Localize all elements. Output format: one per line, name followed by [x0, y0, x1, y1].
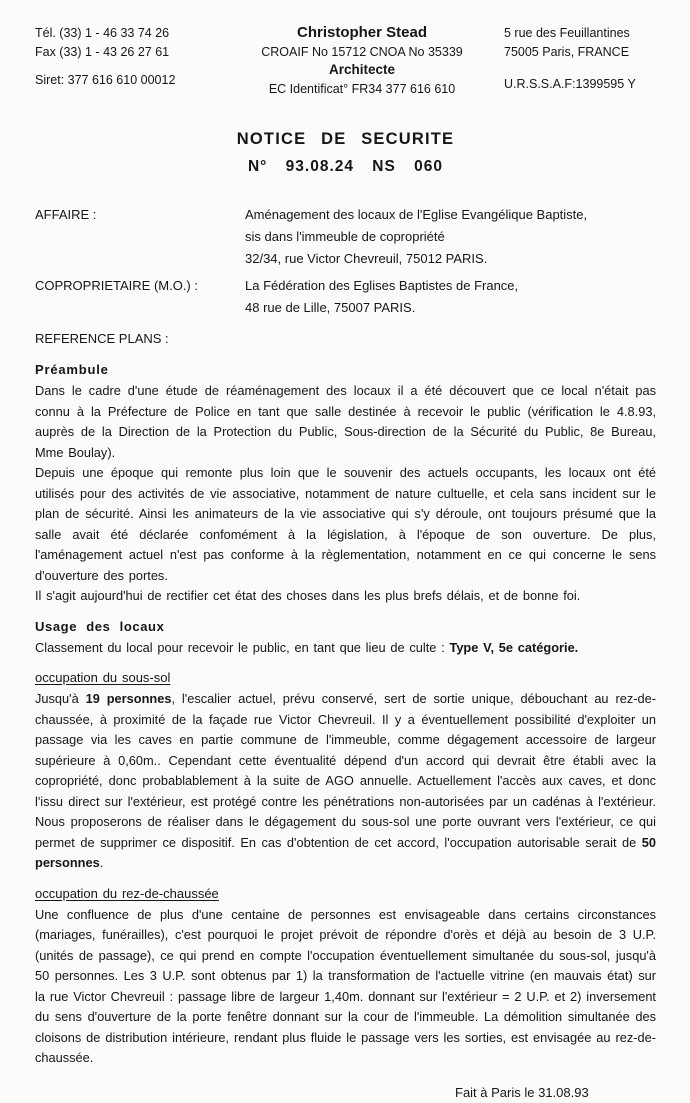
- usage-classement-text: Classement du local pour recevoir le public, en tant que lieu de culte :: [35, 639, 450, 655]
- rez-de-chaussee-paragraph: Une confluence de plus d'une centaine de personnes est envisageable dans certains circonstances (mariages, funérailles), c'est pourquoi le projet prévoit de répondre d'orès et déjà au besoin de 3 U.P. (unités de passage), ce qui prend en compte l'occupation éventuellement simultanée du sous-sol, jusqu'à 50 personnes. Les 3 U.P. sont obtenus par 1) la transformation de l'actuelle vitrine (en mauvais état) sur la rue Victor Chevreuil : passage libre de largeur 1,40m. donnant sur l'extérieur = 2 U.P. et 2) inversement du sens d'ouverture de la porte fenêtre donnant sur la cour de l'immeuble. La démolition simultanée des cloisons de distribution intérieure, rendant plus fluide le passage vers les sorties, est envisagée au rez-de-chaussée.: [35, 906, 656, 1065]
- affaire-label: AFFAIRE :: [35, 207, 97, 222]
- sous-sol-occupancy-19: 19 personnes: [85, 691, 172, 706]
- section-heading-usage: Usage des locaux: [35, 618, 165, 634]
- letterhead-siret: Siret: 377 616 610 00012: [35, 73, 176, 87]
- preambule-paragraph-3: Il s'agit aujourd'hui de rectifier cet état des choses dans les plus brefs délais, et de bonne foi.: [35, 588, 581, 603]
- section-heading-sous-sol: occupation du sous-sol: [35, 670, 171, 685]
- letterhead-address-block: [504, 24, 656, 98]
- sous-sol-occupancy-50: 50 personnes: [35, 834, 656, 870]
- architect-profession: Architecte: [328, 62, 396, 77]
- letterhead-fax: Fax (33) 1 - 43 26 27 61: [35, 44, 170, 59]
- coproprietaire-line: La Fédération des Eglises Baptistes de France,: [245, 278, 519, 293]
- affaire-line: sis dans l'immeuble de copropriété: [245, 229, 445, 244]
- affaire-value: [245, 204, 656, 270]
- section-heading-preambule: Préambule: [35, 362, 109, 377]
- coproprietaire-line: 48 rue de Lille, 75007 PARIS.: [245, 300, 416, 315]
- sous-sol-text: .: [99, 855, 104, 870]
- reference-plans-label: REFERENCE PLANS :: [35, 331, 169, 346]
- preambule-paragraph-2: Depuis une époque qui remonte plus loin que le souvenir des actuels occupants, les locaux ont été utilisés pour des activités de vie associative, notamment de nature cultuelle, et cela sans incident sur le plan de sécurité. Ainsi les animateurs de la vie associative qui s'y déroule, ont toujours présumé que la salle avait été déclarée confomément à la législation, à l'époque de son ouverture. De plus, l'aménagement actuel n'est pas conforme à la règlementation, notamment en ce qui concerne le sens d'ouverture des portes.: [35, 465, 656, 583]
- letterhead-tel: Tél. (33) 1 - 46 33 74 26: [35, 26, 170, 40]
- document-title-line2: N° 93.08.24 NS 060: [247, 158, 444, 175]
- preambule-paragraph-1: Dans le cadre d'une étude de réaménagement des locaux il a été découvert que ce local n'était pas connu à la Préfecture de Police en tant que salle destinée à recevoir le public (vérification le 4.8.93, auprès de la Direction de la Protection du Public, Sous-direction de la Sécurité du Public, 8e Bureau, Mme Boulay).: [35, 383, 656, 460]
- letterhead-urssaf: U.R.S.S.A.F:1399595 Y: [504, 77, 636, 91]
- letterhead: [35, 24, 656, 98]
- sous-sol-text: , l'escalier actuel, prévu conservé, sert de sortie unique, débouchant au rez-de-chaussée, à proximité de la façade rue Victor Chevreuil. Il y a éventuellement possibilité d'exploiter un passage via les caves en partie commune de l'immeuble, comme dégagement accessoire de largeur supérieure à 0,60m.. Cependant cette éventualité dépend d'un accord qui devrait être établi avec la copropriété, donc probablablement à la suite de AGO annuelle. Actuellement l'accès aux caves, et donc l'issu direct sur l'extérieur, est protégé contre les pénétrations non-autorisées par un cadénas à l'extérieur. Nous proposerons de réaliser dans le dégagement du sous-sol une porte ouvrant vers l'extérieur, ce qui permet de supprimer ce dispositif. En cas d'obtention de cet accord, l'occupation autorisable serait de: [35, 691, 656, 850]
- section-heading-rez-de-chaussee: occupation du rez-de-chaussée: [35, 885, 219, 901]
- coproprietaire-label: COPROPRIETAIRE (M.O.) :: [35, 278, 198, 293]
- meta-row-affaire: [35, 204, 656, 270]
- document-title: [35, 126, 656, 182]
- sous-sol-text: Jusqu'à: [35, 691, 86, 706]
- architect-ec-id: EC Identificat° FR34 377 616 610: [268, 81, 456, 96]
- letterhead-contact-block: [35, 24, 220, 98]
- letterhead-address-line2: 75005 Paris, FRANCE: [504, 44, 630, 59]
- sous-sol-paragraph: [35, 689, 656, 874]
- document-body: [35, 359, 656, 1069]
- usage-classement-line: [35, 638, 656, 659]
- architect-name: Christopher Stead: [296, 24, 428, 41]
- coproprietaire-value: [245, 275, 656, 319]
- affaire-line: 32/34, rue Victor Chevreuil, 75012 PARIS.: [245, 251, 488, 266]
- letterhead-address-line1: 5 rue des Feuillantines: [504, 26, 630, 40]
- document-title-line1: NOTICE DE SECURITE: [236, 130, 455, 148]
- meta-row-coproprietaire: [35, 275, 656, 319]
- signature-date-line: Fait à Paris le 31.08.93: [455, 1084, 589, 1100]
- usage-classement-category: Type V, 5e catégorie.: [449, 639, 579, 655]
- architect-registration: CROAIF No 15712 CNOA No 35339: [261, 44, 463, 59]
- letterhead-identity-block: [220, 24, 504, 98]
- meta-block: [35, 204, 656, 350]
- affaire-line: Aménagement des locaux de l'Eglise Evangélique Baptiste,: [245, 207, 588, 222]
